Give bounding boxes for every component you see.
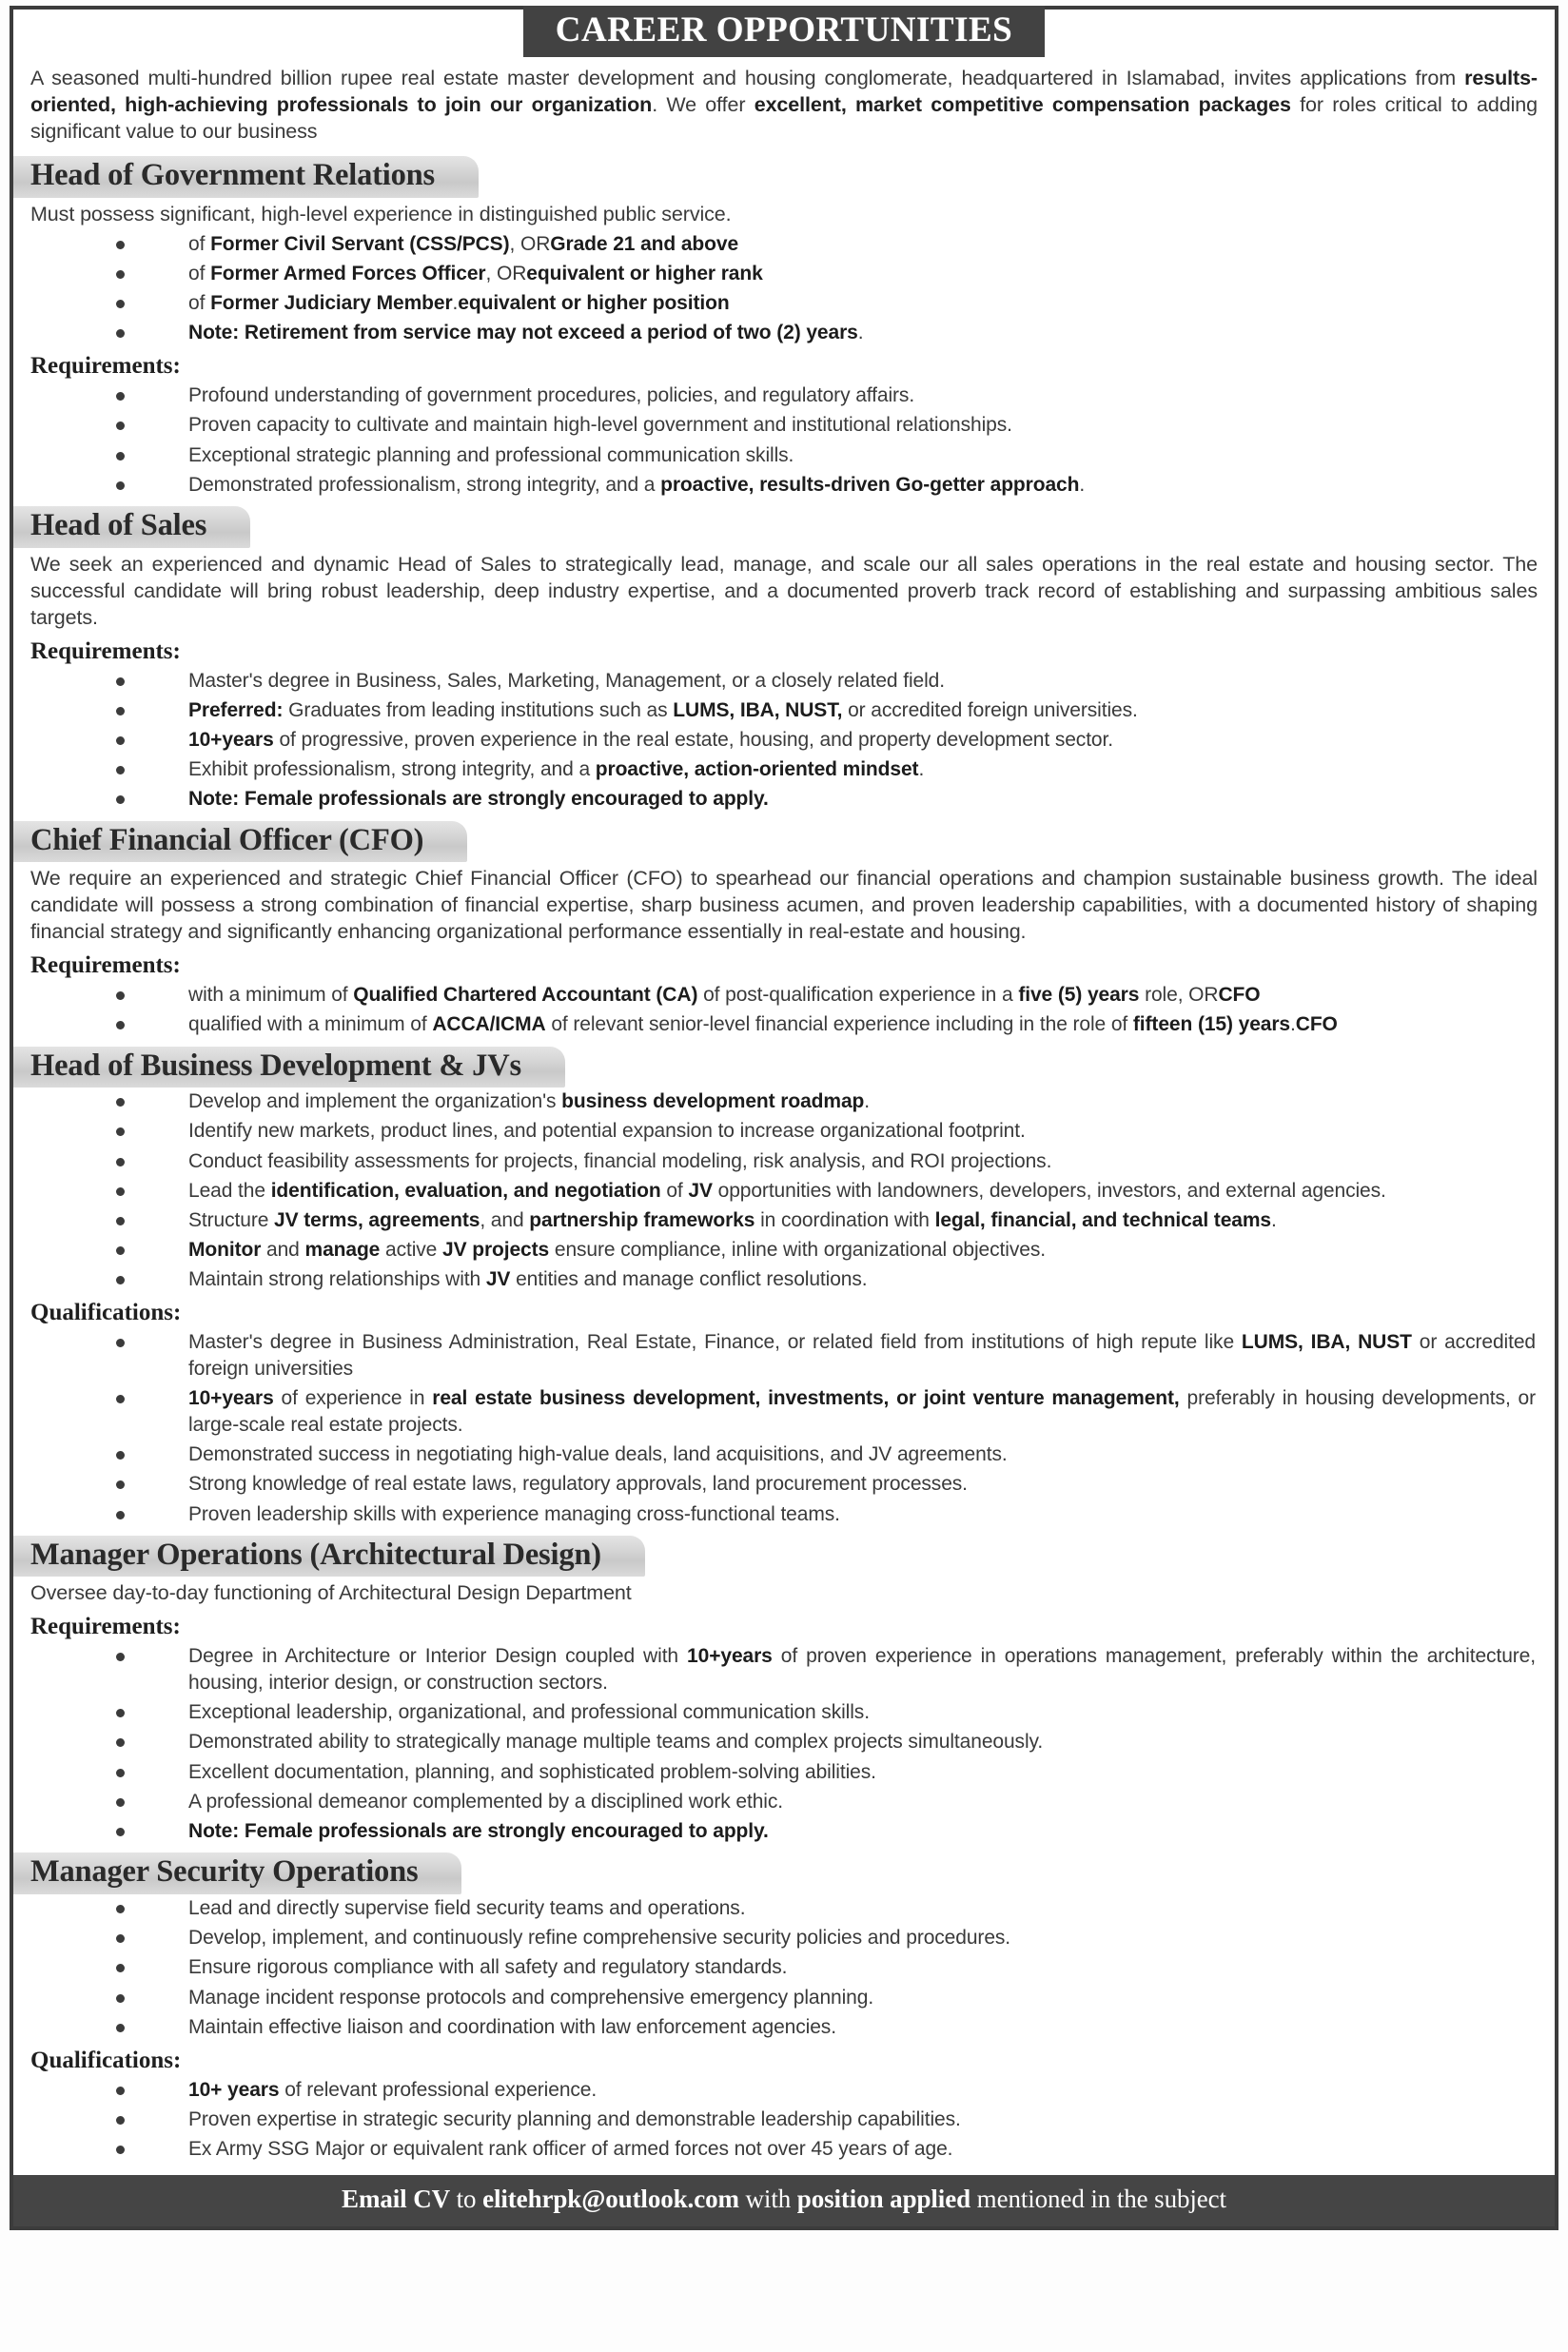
job-section: [29, 501, 1539, 813]
bullet-item: [29, 1385, 1539, 1438]
bullet-emphasis: LUMS, IBA, NUST: [1241, 1331, 1412, 1354]
bullet-text: Lead and directly supervise field security teams and operations.: [188, 1896, 746, 1919]
bullet-item: [29, 1759, 1539, 1786]
section-title: Head of Sales: [30, 508, 207, 543]
bullet-text: Maintain strong relationships with: [188, 1268, 486, 1291]
bullet-list-secondary: [29, 668, 1539, 813]
bullet-text: role, OR: [1139, 984, 1219, 1007]
bullet-item: [29, 261, 1539, 287]
bullet-item: [29, 1237, 1539, 1264]
footer-text-1: to: [450, 2185, 483, 2214]
section-subheading: Requirements:: [30, 1614, 181, 1640]
bullet-item: [29, 2136, 1539, 2163]
bullet-emphasis: 10+ years: [188, 2078, 280, 2101]
bullet-text: Degree in Architecture or Interior Design coupled with: [188, 1645, 688, 1668]
bullet-text: Demonstrated professionalism, strong integrity, and a: [188, 473, 661, 496]
bullet-item: [29, 1329, 1539, 1382]
bullet-emphasis: Former Judiciary Member: [210, 292, 453, 315]
section-subheading: Qualifications:: [30, 2047, 182, 2073]
footer-bold-1: Email CV: [342, 2185, 450, 2214]
bullet-text: qualified with a minimum of: [188, 1013, 433, 1036]
bullet-emphasis: JV: [688, 1179, 713, 1202]
bullet-emphasis: Qualified Chartered Accountant (CA): [353, 984, 698, 1007]
bullet-list-secondary: [29, 382, 1539, 498]
section-header-ribbon: [13, 1852, 461, 1894]
bullet-item: [29, 2107, 1539, 2133]
section-header-ribbon: [13, 1047, 565, 1088]
bullet-text: of experience in: [273, 1387, 433, 1410]
bullet-text: Lead the: [188, 1179, 271, 1202]
bullet-text: active: [380, 1239, 442, 1262]
bullet-text: .: [864, 1090, 871, 1113]
bullet-text: Manage incident response protocols and comprehensive emergency planning.: [188, 1986, 874, 2009]
bullet-emphasis: equivalent or higher rank: [526, 263, 763, 285]
bullet-text: .: [1290, 1013, 1296, 1036]
bullet-text: Identify new markets, product lines, and potential expansion to increase organizational footprint.: [188, 1120, 1026, 1143]
section-title: Chief Financial Officer (CFO): [30, 822, 424, 857]
footer-email[interactable]: elitehrpk@outlook.com: [482, 2185, 739, 2214]
bullet-emphasis: identification, evaluation, and negotiation: [270, 1179, 661, 1202]
section-header-ribbon: [13, 821, 467, 863]
bullet-item: [29, 1925, 1539, 1951]
bullet-text: Master's degree in Business Administration, Real Estate, Finance, or related field from institutions of high repute like: [188, 1331, 1242, 1354]
bullet-item: [29, 412, 1539, 439]
bullet-text: .: [918, 758, 925, 781]
footer-apply-bar: [13, 2175, 1555, 2226]
bullet-text: preferably in housing developments, or large-scale real estate projects.: [188, 1387, 1536, 1436]
bullet-emphasis: Note: Female professionals are strongly encouraged to apply.: [188, 1820, 769, 1843]
bullet-text: of post-qualification experience in a: [697, 984, 1019, 1007]
footer-text-3: mentioned in the subject: [970, 2185, 1226, 2214]
bullet-text: of relevant professional experience.: [279, 2078, 598, 2101]
bullet-item: [29, 1729, 1539, 1755]
bullet-text: Ex Army SSG Major or equivalent rank officer of armed forces not over 45 years of age.: [188, 2138, 953, 2160]
bullet-text: of relevant senior-level financial experience including in the role of: [545, 1013, 1133, 1036]
bullet-emphasis: Note: Female professionals are strongly encouraged to apply.: [188, 788, 769, 811]
section-header-ribbon: [13, 506, 250, 548]
bullet-item: [29, 1501, 1539, 1528]
ad-content: [13, 66, 1555, 2169]
bullet-text: entities and manage conflict resolutions.: [510, 1268, 868, 1291]
bullet-text: with a minimum of: [188, 984, 354, 1007]
bullet-emphasis: JV: [485, 1268, 511, 1291]
bullet-emphasis: 10+years: [188, 728, 274, 751]
bullet-text: of: [188, 292, 211, 315]
bullet-text: Excellent documentation, planning, and sophisticated problem-solving abilities.: [188, 1760, 876, 1783]
bullet-item: [29, 1011, 1539, 1038]
bullet-text: .: [1271, 1209, 1277, 1232]
bullet-text: A professional demeanor complemented by a disciplined work ethic.: [188, 1790, 784, 1813]
bullet-item: [29, 2014, 1539, 2041]
bullet-text: opportunities with landowners, developers, investors, and external agencies.: [712, 1179, 1386, 1202]
section-lead-paragraph: We require an experienced and strategic Chief Financial Officer (CFO) to spearhead our financial operations and champion sustainable business growth. The ideal candidate will possess a strong combination of financial expertise, sharp business acumen, and proven leadership capabilities, with a documented history of shaping financial strategy and significantly enhancing organizational performance essentially in real-estate and housing.: [30, 867, 1538, 944]
bullet-item: [29, 1895, 1539, 1922]
bullet-text: Structure: [188, 1209, 275, 1232]
bullet-emphasis: Note: Retirement from service may not exceed a period of two (2) years: [188, 322, 858, 344]
bullet-text: Conduct feasibility assessments for projects, financial modeling, risk analysis, and ROI projections.: [188, 1149, 1052, 1172]
bullet-list-primary: [29, 1895, 1539, 2041]
bullet-text: of: [188, 263, 211, 285]
bullet-item: [29, 320, 1539, 346]
bullet-emphasis: Preferred:: [188, 698, 284, 721]
bullet-emphasis: fifteen (15) years: [1132, 1013, 1291, 1036]
bullet-item: [29, 290, 1539, 317]
section-title: Head of Business Development & JVs: [30, 1048, 521, 1083]
bullet-text: Develop and implement the organization's: [188, 1090, 562, 1113]
bullet-item: [29, 1471, 1539, 1498]
footer-bold-3: position applied: [796, 2185, 971, 2214]
bullet-text: Develop, implement, and continuously refine comprehensive security policies and procedures.: [188, 1927, 1011, 1950]
bullet-text: Exceptional strategic planning and professional communication skills.: [188, 443, 794, 466]
bullet-item: [29, 982, 1539, 1009]
bullet-text: Demonstrated ability to strategically manage multiple teams and complex projects simultaneously.: [188, 1731, 1044, 1754]
bullet-text: of progressive, proven experience in the real estate, housing, and property development sector.: [273, 728, 1113, 751]
bullet-item: [29, 668, 1539, 695]
job-section: [29, 151, 1539, 498]
bullet-emphasis: 10+years: [687, 1645, 773, 1668]
bullet-emphasis: Grade 21 and above: [550, 232, 739, 255]
bullet-emphasis: Monitor: [188, 1239, 262, 1262]
bullet-list-secondary: [29, 2077, 1539, 2163]
intro-bold-1: results-oriented, high-achieving professionals to join our organization: [30, 67, 1538, 117]
intro-text-3: for roles critical to adding significant value to our business: [30, 93, 1538, 144]
bullet-emphasis: JV projects: [442, 1239, 550, 1262]
section-subheading: Requirements:: [30, 952, 181, 979]
job-sections-container: [29, 151, 1539, 2162]
ad-border-frame: [10, 6, 1558, 2230]
bullet-text: .: [857, 322, 864, 344]
bullet-text: or accredited foreign universities.: [842, 698, 1138, 721]
bullet-item: [29, 1266, 1539, 1293]
bullet-emphasis: proactive, results-driven Go-getter approach: [660, 473, 1080, 496]
bullet-text: ensure compliance, inline with organizational objectives.: [549, 1239, 1046, 1262]
job-section: [29, 1042, 1539, 1528]
bullet-text: Graduates from leading institutions such as: [283, 698, 674, 721]
bullet-item: [29, 231, 1539, 258]
bullet-item: [29, 697, 1539, 724]
bullet-item: [29, 1789, 1539, 1815]
bullet-emphasis: partnership frameworks: [529, 1209, 755, 1232]
bullet-item: [29, 1148, 1539, 1175]
bullet-emphasis: business development roadmap: [561, 1090, 865, 1113]
bullet-text: Exhibit professionalism, strong integrity, and a: [188, 758, 596, 781]
bullet-text: Proven expertise in strategic security planning and demonstrable leadership capabilities.: [188, 2107, 961, 2130]
bullet-text: Master's degree in Business, Sales, Marketing, Management, or a closely related field.: [188, 669, 945, 692]
job-section: [29, 1531, 1539, 1845]
bullet-item: [29, 382, 1539, 409]
section-lead-paragraph: Must possess significant, high-level experience in distinguished public service.: [30, 202, 732, 225]
section-lead-paragraph: We seek an experienced and dynamic Head of Sales to strategically lead, manage, and scale our all sales operations in the real estate and housing sector. The successful candidate will bring robust leadership, deep industry expertise, and a documented proverb track record of establishing and surpassing ambitious sales targets.: [30, 552, 1538, 629]
bullet-item: [29, 472, 1539, 499]
bullet-item: [29, 442, 1539, 469]
bullet-emphasis: Former Civil Servant (CSS/PCS): [210, 232, 510, 255]
bullet-list-secondary: [29, 1329, 1539, 1527]
bullet-text: , OR: [509, 232, 551, 255]
bullet-text: of proven experience in operations management, preferably within the architecture, housing, interior design, or construction sectors.: [188, 1645, 1536, 1695]
bullet-emphasis: CFO: [1218, 984, 1261, 1007]
bullet-text: .: [1079, 473, 1086, 496]
bullet-emphasis: real estate business development, investments, or joint venture management,: [432, 1387, 1180, 1410]
bullet-item: [29, 1985, 1539, 2011]
section-header-ribbon: [13, 156, 479, 198]
bullet-emphasis: CFO: [1295, 1013, 1338, 1036]
bullet-item: [29, 2077, 1539, 2104]
section-title: Manager Operations (Architectural Design): [30, 1537, 601, 1572]
bullet-item: [29, 1818, 1539, 1845]
bullet-item: [29, 1207, 1539, 1234]
bullet-text: .: [452, 292, 459, 315]
bullet-text: Ensure rigorous compliance with all safety and regulatory standards.: [188, 1956, 788, 1979]
banner-row: [13, 6, 1555, 57]
bullet-item: [29, 1643, 1539, 1695]
bullet-item: [29, 1699, 1539, 1726]
bullet-item: [29, 786, 1539, 813]
bullet-item: [29, 1441, 1539, 1468]
bullet-emphasis: legal, financial, and technical teams: [934, 1209, 1272, 1232]
bullet-list-secondary: [29, 982, 1539, 1038]
job-section: [29, 816, 1539, 1038]
bullet-item: [29, 756, 1539, 783]
bullet-text: , OR: [485, 263, 527, 285]
bullet-text: Demonstrated success in negotiating high-value deals, land acquisitions, and JV agreements.: [188, 1443, 1008, 1466]
bullet-emphasis: five (5) years: [1018, 984, 1140, 1007]
bullet-list-primary: [29, 231, 1539, 346]
bullet-item: [29, 1088, 1539, 1115]
section-title: Head of Government Relations: [30, 158, 435, 193]
intro-text-1: A seasoned multi-hundred billion rupee real estate master development and housing conglomerate, headquartered in Islamabad, invites applications from: [30, 67, 1465, 90]
bullet-text: in coordination with: [755, 1209, 935, 1232]
bullet-emphasis: Former Armed Forces Officer: [210, 263, 486, 285]
bullet-item: [29, 1118, 1539, 1145]
bullet-emphasis: equivalent or higher position: [458, 292, 730, 315]
bullet-text: , and: [480, 1209, 530, 1232]
bullet-text: Proven capacity to cultivate and maintain high-level government and institutional relationships.: [188, 414, 1012, 437]
bullet-emphasis: proactive, action-oriented mindset: [595, 758, 919, 781]
section-title: Manager Security Operations: [30, 1854, 419, 1890]
intro-text-2: . We offer: [652, 93, 755, 117]
page-title-banner: CAREER OPPORTUNITIES: [523, 6, 1046, 57]
section-subheading: Requirements:: [30, 637, 181, 664]
bullet-text: Exceptional leadership, organizational, and professional communication skills.: [188, 1701, 870, 1724]
bullet-emphasis: ACCA/ICMA: [432, 1013, 546, 1036]
bullet-text: Proven leadership skills with experience managing cross-functional teams.: [188, 1502, 840, 1525]
section-header-ribbon: [13, 1536, 645, 1578]
section-subheading: Requirements:: [30, 353, 181, 380]
footer-text-2: with: [738, 2185, 797, 2214]
bullet-item: [29, 1178, 1539, 1205]
bullet-text: of: [188, 232, 211, 255]
section-subheading: Qualifications:: [30, 1300, 182, 1326]
bullet-list-primary: [29, 1088, 1539, 1293]
section-lead-paragraph: Oversee day-to-day functioning of Architectural Design Department: [30, 1581, 632, 1605]
bullet-item: [29, 727, 1539, 754]
bullet-text: Profound understanding of government procedures, policies, and regulatory affairs.: [188, 384, 915, 407]
bullet-text: or accredited foreign universities: [188, 1331, 1536, 1380]
bullet-emphasis: LUMS, IBA, NUST,: [673, 698, 843, 721]
bullet-list-secondary: [29, 1643, 1539, 1845]
intro-bold-2: excellent, market competitive compensation packages: [754, 93, 1291, 117]
bullet-text: and: [261, 1239, 305, 1262]
bullet-emphasis: manage: [304, 1239, 381, 1262]
job-section: [29, 1848, 1539, 2162]
bullet-emphasis: 10+years: [188, 1387, 274, 1410]
bullet-emphasis: JV terms, agreements: [274, 1209, 480, 1232]
bullet-text: Strong knowledge of real estate laws, regulatory approvals, land procurement processes.: [188, 1473, 968, 1496]
bullet-text: Maintain effective liaison and coordination with law enforcement agencies.: [188, 2015, 836, 2038]
intro-paragraph: [30, 66, 1538, 146]
bullet-text: of: [660, 1179, 689, 1202]
bullet-item: [29, 1954, 1539, 1981]
